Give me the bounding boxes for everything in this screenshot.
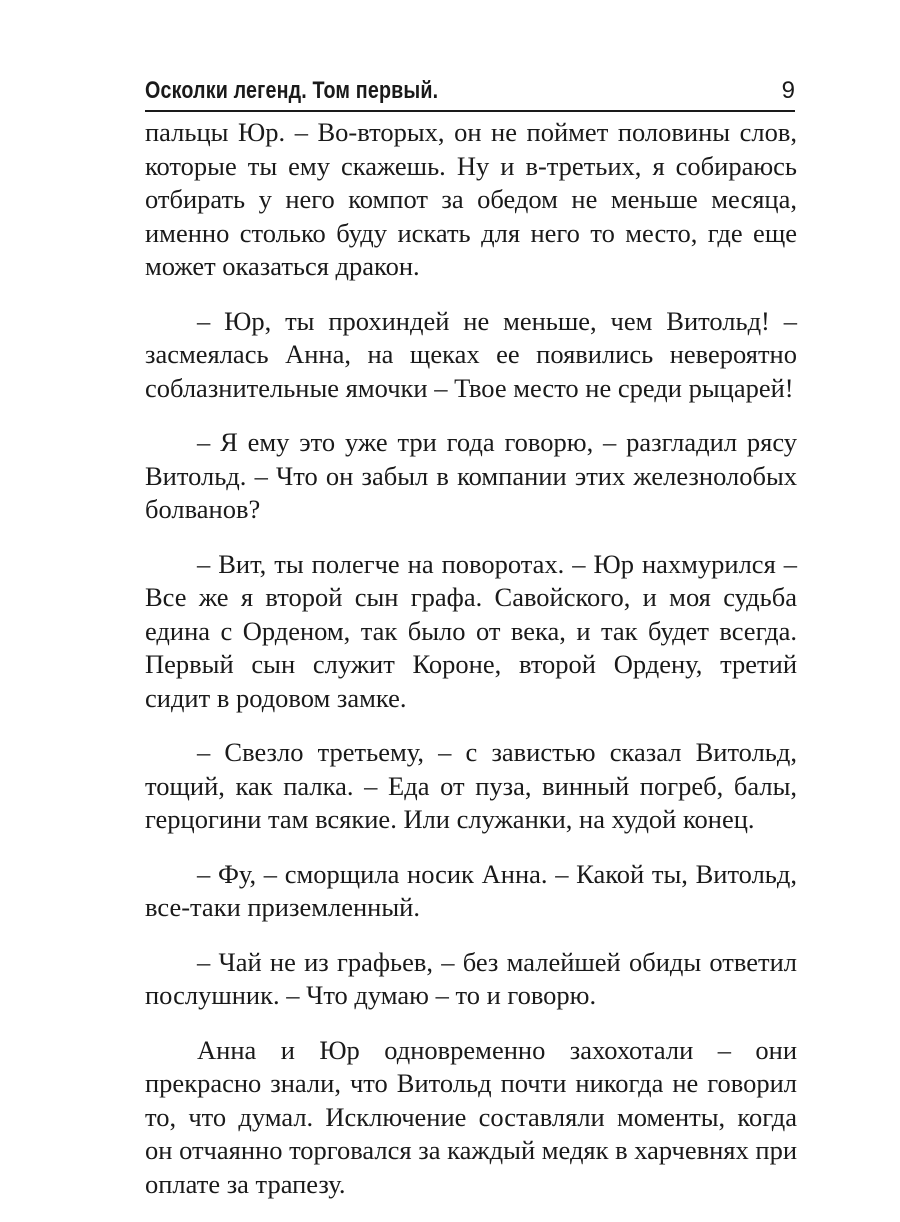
- page-number: 9: [781, 77, 795, 104]
- paragraph-3: – Я ему это уже три года говорю, – разгладил рясу Витольд. – Что он забыл в компании этих железнолобых болванов?: [145, 427, 797, 524]
- paragraph-6: – Фу, – сморщила носик Анна. – Какой ты, Витольд, все-таки приземленный.: [145, 858, 797, 922]
- running-header: [145, 70, 795, 112]
- paragraph-5: – Свезло третьему, – с завистью сказал Витольд, тощий, как палка. – Еда от пуза, винный погреб, балы, герцогини там всякие. Или служанки, на худой конец.: [145, 737, 797, 834]
- paragraph-8: Анна и Юр одновременно захохотали – они прекрасно знали, что Витольд почти никогда не говорил то, что думал. Исключение составляли моменты, когда он отчаянно торговался за каждый медяк в харчевнях при оплате за трапезу.: [145, 1034, 797, 1199]
- paragraph-1: пальцы Юр. – Во-вторых, он не поймет половины слов, которые ты ему скажешь. Ну и в-третьих, я собираюсь отбирать у него компот за обедом не меньше месяца, именно столько буду искать для него то место, где еще может оказаться дракон.: [145, 117, 797, 281]
- page-body: [145, 116, 797, 1222]
- paragraph-4: – Вит, ты полегче на поворотах. – Юр нахмурился – Все же я второй сын графа. Савойского, и моя судьба едина с Орденом, так было от века, и так будет всегда. Первый сын служит Короне, второй Ордену, третий сидит в родовом замке.: [145, 548, 797, 713]
- paragraph-2: – Юр, ты прохиндей не меньше, чем Витольд! – засмеялась Анна, на щеках ее появились невероятно соблазнительные ямочки – Твое место не среди рыцарей!: [145, 305, 797, 403]
- book-title: Осколки легенд. Том первый.: [145, 77, 439, 104]
- paragraph-7: – Чай не из графьев, – без малейшей обиды ответил послушник. – Что думаю – то и говорю.: [145, 946, 797, 1010]
